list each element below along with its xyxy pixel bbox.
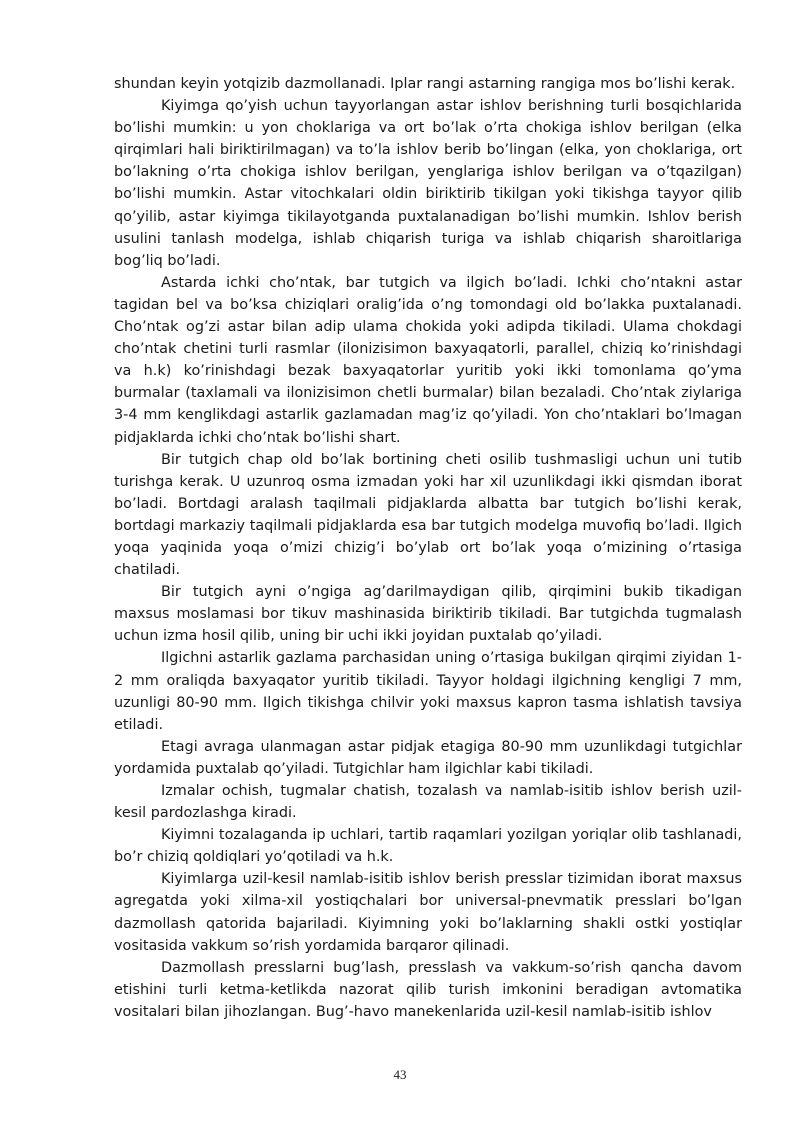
paragraph: Dazmollash presslarni bug’lash, presslash va vakkum-so’rish qancha davom etishini turli ketma-ketlikda nazorat qilib turish imkonini beradigan avtomatika vositalari bilan jihozlangan. Bug’-havo manekenlarida uzil-kesil namlab-isitib ishlov — [114, 959, 742, 1020]
paragraph: Izmalar ochish, tugmalar chatish, tozalash va namlab-isitib ishlov berish uzil-kesil pardozlashga kiradi. — [114, 783, 742, 822]
paragraph: Bir tutgich chap old bo’lak bortining cheti osilib tushmasligi uchun uni tutib turishga kerak. U uzunroq osma izmadan yoki har xil uzunlikdagi ikki qismdan iborat bo’ladi. Bortdagi aralash taqilmali pidjaklarda albatta bar tutgich bo’lishi kerak, bortdagi markaziy taqilmali pidjaklarda esa bar tutgich modelga muvofiq bo’ladi. Ilgich yoqa yaqinida yoqa o’mizi chizig’i bo’ylab ort bo’lak yoqa o’mizining o’rtasiga chatiladi. — [114, 451, 742, 579]
paragraph: Ilgichni astarlik gazlama parchasidan uning o’rtasiga bukilgan qirqimi ziyidan 1-2 mm oraliqda baxyaqator yuritib tikiladi. Tayyor holdagi ilgichning kengligi 7 mm, uzunligi 80-90 mm. Ilgich tikishga chilvir yoki maxsus kapron tasma ishlatish tavsiya etiladi. — [114, 650, 742, 733]
paragraph: Kiyimni tozalaganda ip uchlari, tartib raqamlari yozilgan yoriqlar olib tashlanadi, bo’r chiziq qoldiqlari yo’qotiladi va h.k. — [114, 827, 742, 866]
page-number: 43 — [393, 1067, 407, 1082]
document-body — [114, 73, 742, 1023]
paragraph: Astarda ichki cho’ntak, bar tutgich va ilgich bo’ladi. Ichki cho’ntakni astar tagidan bel va bo’ksa chiziqlari oralig’ida o’ng tomondagi old bo’lakka puxtalanadi. Cho’ntak og’zi astar bilan adip ulama chokida yoki adipda tikiladi. Ulama chokdagi cho’ntak chetini turli rasmlar (ilonizisimon baxyaqatorli, parallel, chiziq ko’rinishdagi va h.k) ko’rinishdagi bezak baxyaqatorlar yuritib yoki ikki tomonlama qo’yma burmalar (taxlamali va ilonizisimon chetli burmalar) bilan bezaladi. Cho’ntak ziylariga 3-4 mm kenglikdagi astarlik gazlamadan mag’iz qo’yiladi. Yon cho’ntaklari bo’lmagan pidjaklarda ichki cho’ntak bo’lishi shart. — [114, 274, 742, 446]
paragraph: Kiyimlarga uzil-kesil namlab-isitib ishlov berish presslar tizimidan iborat maxsus agregatda yoki xilma-xil yostiqchalari bor universal-pnevmatik presslari bo’lgan dazmollash qatorida bajariladi. Kiyimning yoki bo’laklarning shakli ostki yostiqlar vositasida vakkum so’rish yordamida barqaror qilinadi. — [114, 871, 742, 954]
paragraph: Kiyimga qo’yish uchun tayyorlangan astar ishlov berishning turli bosqichlarida bo’lishi mumkin: u yon choklariga va ort bo’lak o’rta chokiga ishlov berilgan (elka qirqimlari hali biriktirilmagan) va to’la ishlov berib bo’lingan (elka, yon choklariga, ort bo’lakning o’rta chokiga ishlov berilgan, yenglariga ishlov berilgan va o’tqazilgan) bo’lishi mumkin. Astar vitochkalari oldin biriktirib tikilgan yoki tikishga tayyor qilib qo’yilib, astar kiyimga tikilayotganda puxtalanadigan bo’lishi mumkin. Ishlov berish usulini tanlash modelga, ishlab chiqarish turiga va ishlab chiqarish sharoitlariga bog’liq bo’ladi. — [114, 98, 742, 269]
paragraph: Bir tutgich ayni o’ngiga ag’darilmaydigan qilib, qirqimini bukib tikadigan maxsus moslamasi bor tikuv mashinasida biriktirib tikiladi. Bar tutgichda tugmalash uchun izma hosil qilib, uning bir uchi ikki joyidan puxtalab qo’yiladi. — [114, 584, 742, 645]
paragraph: Etagi avraga ulanmagan astar pidjak etagiga 80-90 mm uzunlikdagi tutgichlar yordamida puxtalab qo’yiladi. Tutgichlar ham ilgichlar kabi tikiladi. — [114, 738, 742, 777]
paragraph-continuation: shundan keyin yotqizib dazmollanadi. Iplar rangi astarning rangiga mos bo’lishi kerak. — [114, 76, 736, 92]
